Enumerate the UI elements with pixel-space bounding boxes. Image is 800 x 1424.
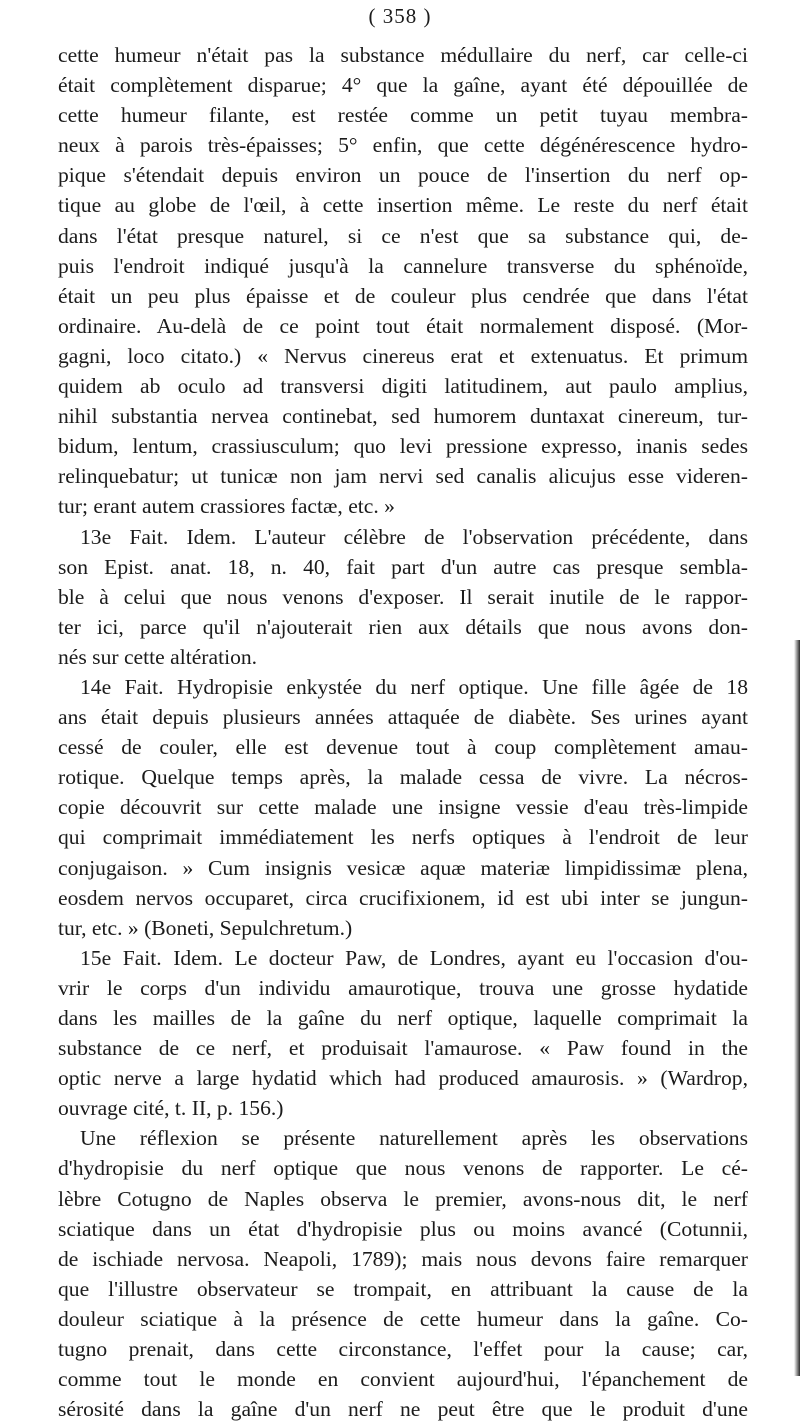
- text-line: gagni, loco citato.) « Nervus cinereus erat et extenuatus. Et primum: [58, 343, 748, 368]
- text-line: conjugaison. » Cum insignis vesicæ aquæ materiæ limpidissimæ plena,: [58, 855, 748, 880]
- text-line: copie découvrit sur cette malade une insigne vessie d'eau très-limpide: [58, 795, 748, 820]
- text-line: son Epist. anat. 18, n. 40, fait part d'un autre cas presque sembla-: [58, 554, 748, 579]
- text-line: vrir le corps d'un individu amaurotique, trouva une grosse hydatide: [58, 975, 748, 1000]
- text-line: sciatique dans un état d'hydropisie plus ou moins avancé (Cotunnii,: [58, 1216, 748, 1241]
- text-line: était complètement disparue; 4° que la gaîne, ayant été dépouillée de: [58, 73, 748, 98]
- text-line: douleur sciatique à la présence de cette humeur dans la gaîne. Co-: [58, 1306, 748, 1331]
- text-line: était un peu plus épaisse et de couleur plus cendrée que dans l'état: [58, 283, 748, 308]
- text-line: sérosité dans la gaîne d'un nerf ne peut être que le produit d'une: [58, 1397, 748, 1422]
- text-line: nihil substantia nervea continebat, sed humorem duntaxat cinereum, tur-: [58, 404, 748, 429]
- text-line: relinquebatur; ut tunicæ non jam nervi sed canalis alicujus esse videren-: [58, 464, 748, 489]
- text-line: 13e Fait. Idem. L'auteur célèbre de l'observation précédente, dans: [80, 524, 748, 549]
- text-line: dans l'état presque naturel, si ce n'est que sa substance qui, de-: [58, 223, 748, 248]
- page-edge-shadow: [794, 640, 800, 1376]
- text-line: cette humeur n'était pas la substance médullaire du nerf, car celle-ci: [58, 43, 748, 67]
- text-line: puis l'endroit indiqué jusqu'à la cannelure transverse du sphénoïde,: [58, 253, 748, 278]
- text-line: bidum, lentum, crassiusculum; quo levi pressione expresso, inanis sedes: [58, 434, 748, 459]
- text-line: lèbre Cotugno de Naples observa le premier, avons-nous dit, le nerf: [58, 1186, 748, 1211]
- text-line: ordinaire. Au-delà de ce point tout était normalement disposé. (Mor-: [58, 313, 748, 338]
- text-line: ter ici, parce qu'il n'ajouterait rien aux détails que nous avons don-: [58, 614, 748, 639]
- text-line: que l'illustre observateur se trompait, en attribuant la cause de la: [58, 1276, 748, 1301]
- body-text: [58, 40, 748, 1424]
- text-line: rotique. Quelque temps après, la malade cessa de vivre. La nécros-: [58, 765, 748, 790]
- text-line: tique au globe de l'œil, à cette insertion même. Le reste du nerf était: [58, 193, 748, 218]
- text-line: 14e Fait. Hydropisie enkystée du nerf optique. Une fille âgée de 18: [80, 674, 748, 699]
- text-line: 15e Fait. Idem. Le docteur Paw, de Londres, ayant eu l'occasion d'ou-: [80, 945, 748, 970]
- text-line: pique s'étendait depuis environ un pouce de l'insertion du nerf op-: [58, 163, 748, 188]
- text-line: dans les mailles de la gaîne du nerf optique, laquelle comprimait la: [58, 1006, 748, 1030]
- text-line: nés sur cette altération.: [58, 644, 258, 669]
- text-line: Une réflexion se présente naturellement après les observations: [80, 1126, 748, 1151]
- text-line: cessé de couler, elle est devenue tout à coup complètement amau-: [58, 735, 748, 760]
- text-line: tugno prenait, dans cette circonstance, l'effet pour la cause; car,: [58, 1337, 748, 1362]
- text-line: cette humeur filante, est restée comme un petit tuyau membra-: [58, 103, 748, 128]
- text-line: tur; erant autem crassiores factæ, etc. »: [58, 494, 395, 519]
- text-line: substance de ce nerf, et produisait l'amaurose. « Paw found in the: [58, 1036, 748, 1061]
- text-line: eosdem nervos occuparet, circa crucifixionem, id est ubi inter se jungun-: [58, 885, 748, 910]
- text-line: neux à parois très-épaisses; 5° enfin, que cette dégénérescence hydro-: [58, 133, 748, 158]
- text-line: optic nerve a large hydatid which had produced amaurosis. » (Wardrop,: [58, 1066, 748, 1091]
- text-line: quidem ab oculo ad transversi digiti latitudinem, aut paulo amplius,: [58, 374, 748, 399]
- text-line: tur, etc. » (Boneti, Sepulchretum.): [58, 915, 353, 940]
- text-line: qui comprimait immédiatement les nerfs optiques à l'endroit de leur: [58, 825, 748, 850]
- text-line: ans était depuis plusieurs années attaquée de diabète. Ses urines ayant: [58, 705, 748, 730]
- text-line: comme tout le monde en convient aujourd'hui, l'épanchement de: [58, 1367, 748, 1392]
- text-line: ouvrage cité, t. II, p. 156.): [58, 1096, 284, 1121]
- text-line: de ischiade nervosa. Neapoli, 1789); mais nous devons faire remarquer: [58, 1246, 748, 1271]
- text-line: d'hydropisie du nerf optique que nous venons de rapporter. Le cé-: [58, 1156, 748, 1181]
- text-line: ble à celui que nous venons d'exposer. Il serait inutile de le rappor-: [58, 584, 748, 609]
- page-number: ( 358 ): [368, 4, 432, 28]
